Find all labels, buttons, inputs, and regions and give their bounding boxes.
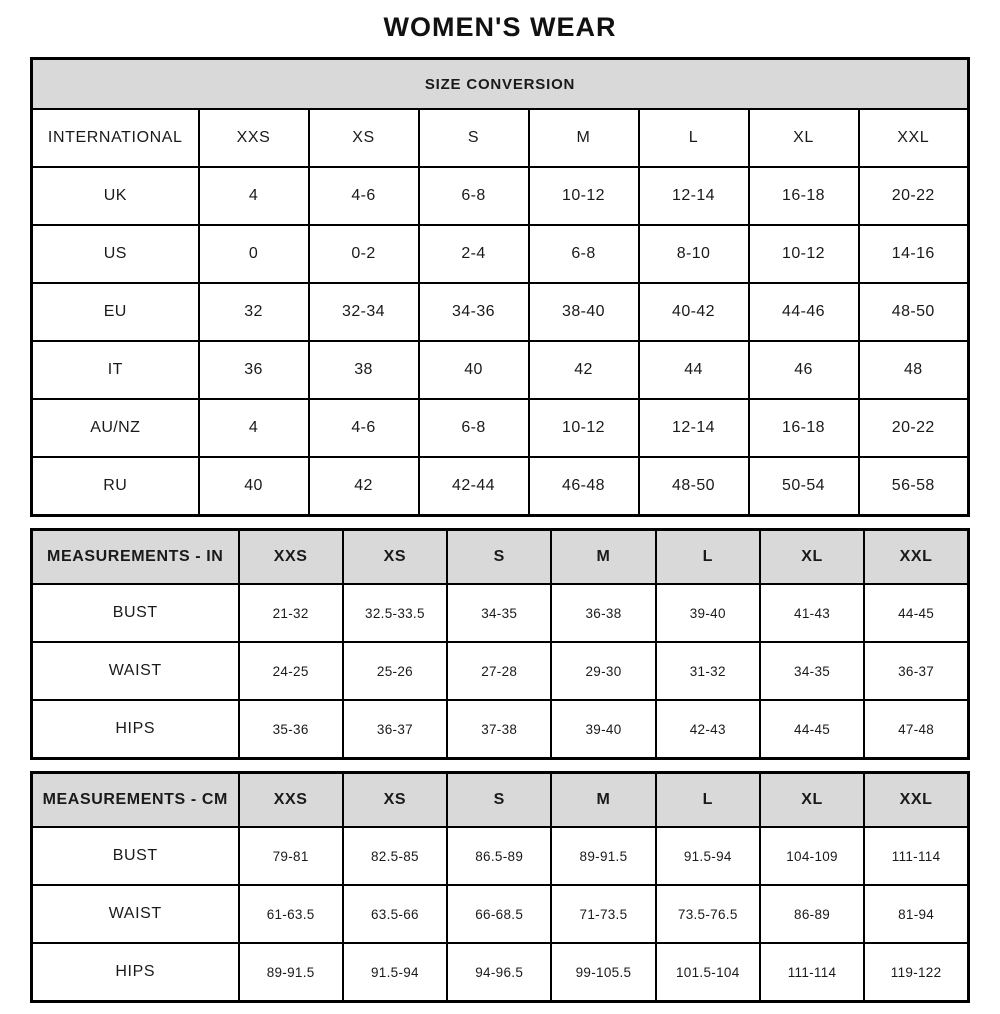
value-cell: 42-43 — [656, 700, 760, 759]
value-cell: 119-122 — [864, 943, 968, 1002]
value-cell: 40 — [419, 341, 529, 399]
size-column-header: M — [551, 530, 655, 585]
size-column-header: L — [656, 773, 760, 828]
row-label-cell: EU — [32, 283, 199, 341]
column-header-row — [32, 530, 969, 585]
value-cell: 10-12 — [749, 225, 859, 283]
table-row — [32, 584, 969, 642]
table-row — [32, 700, 969, 759]
value-cell: 101.5-104 — [656, 943, 760, 1002]
table-row — [32, 341, 969, 399]
value-cell: 6-8 — [529, 225, 639, 283]
value-cell: 61-63.5 — [239, 885, 343, 943]
size-conversion-table — [30, 57, 970, 517]
table-row — [32, 885, 969, 943]
measurements-cm-table — [30, 771, 970, 1003]
value-cell: 99-105.5 — [551, 943, 655, 1002]
value-cell: 71-73.5 — [551, 885, 655, 943]
value-cell: 35-36 — [239, 700, 343, 759]
value-cell: 73.5-76.5 — [656, 885, 760, 943]
size-column-header: S — [419, 109, 529, 167]
value-cell: 34-35 — [447, 584, 551, 642]
value-cell: 6-8 — [419, 399, 529, 457]
value-cell: 21-32 — [239, 584, 343, 642]
table-row — [32, 457, 969, 516]
value-cell: 91.5-94 — [656, 827, 760, 885]
value-cell: 6-8 — [419, 167, 529, 225]
value-cell: 46 — [749, 341, 859, 399]
value-cell: 4 — [199, 167, 309, 225]
value-cell: 31-32 — [656, 642, 760, 700]
size-chart-page — [30, 0, 970, 1003]
value-cell: 12-14 — [639, 167, 749, 225]
value-cell: 42 — [309, 457, 419, 516]
value-cell: 27-28 — [447, 642, 551, 700]
value-cell: 42 — [529, 341, 639, 399]
value-cell: 0-2 — [309, 225, 419, 283]
column-header-row — [32, 109, 969, 167]
row-label-cell: IT — [32, 341, 199, 399]
row-label-cell: HIPS — [32, 700, 239, 759]
value-cell: 111-114 — [760, 943, 864, 1002]
value-cell: 44-45 — [760, 700, 864, 759]
value-cell: 63.5-66 — [343, 885, 447, 943]
value-cell: 20-22 — [859, 399, 969, 457]
size-column-header: XXS — [239, 773, 343, 828]
value-cell: 36-38 — [551, 584, 655, 642]
value-cell: 40-42 — [639, 283, 749, 341]
size-column-header: XXL — [864, 773, 968, 828]
row-header-label: MEASUREMENTS - CM — [32, 773, 239, 828]
value-cell: 39-40 — [656, 584, 760, 642]
value-cell: 25-26 — [343, 642, 447, 700]
size-column-header: L — [656, 530, 760, 585]
value-cell: 82.5-85 — [343, 827, 447, 885]
row-label-cell: RU — [32, 457, 199, 516]
value-cell: 10-12 — [529, 399, 639, 457]
value-cell: 111-114 — [864, 827, 968, 885]
page-title: WOMEN'S WEAR — [383, 12, 617, 42]
value-cell: 36-37 — [864, 642, 968, 700]
row-label-cell: US — [32, 225, 199, 283]
size-column-header: XL — [749, 109, 859, 167]
size-column-header: XS — [309, 109, 419, 167]
row-label-cell: BUST — [32, 827, 239, 885]
value-cell: 44-46 — [749, 283, 859, 341]
value-cell: 66-68.5 — [447, 885, 551, 943]
value-cell: 24-25 — [239, 642, 343, 700]
value-cell: 4-6 — [309, 167, 419, 225]
value-cell: 89-91.5 — [239, 943, 343, 1002]
value-cell: 39-40 — [551, 700, 655, 759]
table-row — [32, 283, 969, 341]
row-header-label: INTERNATIONAL — [32, 109, 199, 167]
value-cell: 86-89 — [760, 885, 864, 943]
value-cell: 2-4 — [419, 225, 529, 283]
size-column-header: XXL — [864, 530, 968, 585]
value-cell: 34-35 — [760, 642, 864, 700]
value-cell: 81-94 — [864, 885, 968, 943]
table-band-title: SIZE CONVERSION — [32, 59, 969, 110]
size-column-header: XXS — [199, 109, 309, 167]
value-cell: 48-50 — [639, 457, 749, 516]
value-cell: 16-18 — [749, 399, 859, 457]
row-header-label: MEASUREMENTS - IN — [32, 530, 239, 585]
value-cell: 4 — [199, 399, 309, 457]
measurements-in-table — [30, 528, 970, 760]
value-cell: 79-81 — [239, 827, 343, 885]
value-cell: 14-16 — [859, 225, 969, 283]
row-label-cell: HIPS — [32, 943, 239, 1002]
size-column-header: M — [529, 109, 639, 167]
value-cell: 46-48 — [529, 457, 639, 516]
value-cell: 34-36 — [419, 283, 529, 341]
table-row — [32, 399, 969, 457]
value-cell: 36-37 — [343, 700, 447, 759]
size-column-header: XS — [343, 773, 447, 828]
row-label-cell: UK — [32, 167, 199, 225]
value-cell: 86.5-89 — [447, 827, 551, 885]
value-cell: 12-14 — [639, 399, 749, 457]
value-cell: 32-34 — [309, 283, 419, 341]
size-column-header: XXS — [239, 530, 343, 585]
value-cell: 89-91.5 — [551, 827, 655, 885]
value-cell: 44 — [639, 341, 749, 399]
table-row — [32, 225, 969, 283]
value-cell: 41-43 — [760, 584, 864, 642]
value-cell: 8-10 — [639, 225, 749, 283]
value-cell: 44-45 — [864, 584, 968, 642]
value-cell: 20-22 — [859, 167, 969, 225]
value-cell: 42-44 — [419, 457, 529, 516]
size-column-header: M — [551, 773, 655, 828]
row-label-cell: WAIST — [32, 642, 239, 700]
value-cell: 37-38 — [447, 700, 551, 759]
value-cell: 48-50 — [859, 283, 969, 341]
value-cell: 32.5-33.5 — [343, 584, 447, 642]
size-column-header: XS — [343, 530, 447, 585]
value-cell: 91.5-94 — [343, 943, 447, 1002]
row-label-cell: AU/NZ — [32, 399, 199, 457]
value-cell: 38-40 — [529, 283, 639, 341]
value-cell: 10-12 — [529, 167, 639, 225]
size-column-header: S — [447, 530, 551, 585]
value-cell: 56-58 — [859, 457, 969, 516]
size-column-header: XXL — [859, 109, 969, 167]
value-cell: 50-54 — [749, 457, 859, 516]
size-column-header: XL — [760, 530, 864, 585]
table-row — [32, 167, 969, 225]
value-cell: 36 — [199, 341, 309, 399]
value-cell: 32 — [199, 283, 309, 341]
row-label-cell: BUST — [32, 584, 239, 642]
value-cell: 16-18 — [749, 167, 859, 225]
value-cell: 38 — [309, 341, 419, 399]
table-row — [32, 827, 969, 885]
value-cell: 104-109 — [760, 827, 864, 885]
size-column-header: XL — [760, 773, 864, 828]
value-cell: 48 — [859, 341, 969, 399]
column-header-row — [32, 773, 969, 828]
row-label-cell: WAIST — [32, 885, 239, 943]
size-column-header: S — [447, 773, 551, 828]
table-row — [32, 943, 969, 1002]
table-row — [32, 642, 969, 700]
value-cell: 0 — [199, 225, 309, 283]
value-cell: 40 — [199, 457, 309, 516]
value-cell: 29-30 — [551, 642, 655, 700]
value-cell: 47-48 — [864, 700, 968, 759]
value-cell: 94-96.5 — [447, 943, 551, 1002]
value-cell: 4-6 — [309, 399, 419, 457]
size-column-header: L — [639, 109, 749, 167]
